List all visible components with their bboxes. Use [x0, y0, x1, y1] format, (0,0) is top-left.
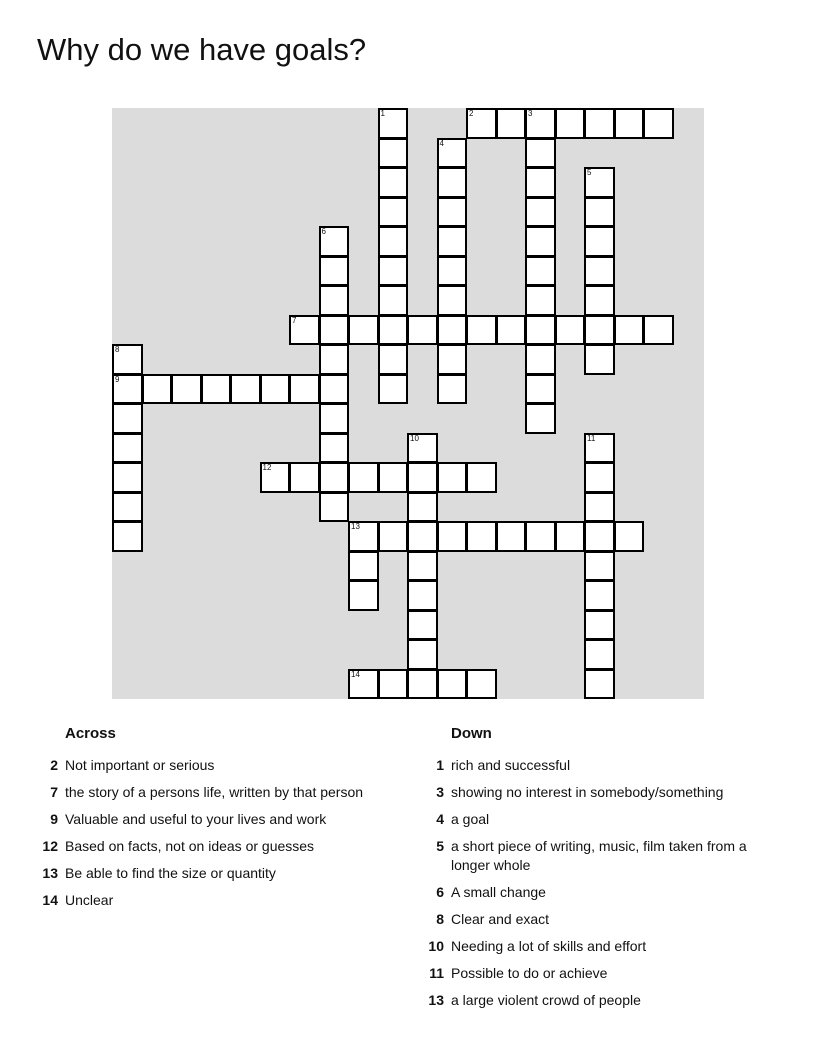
crossword-cell[interactable] [348, 462, 379, 493]
clue-number: 7 [50, 784, 58, 800]
crossword-cell[interactable] [555, 108, 586, 139]
crossword-cell[interactable] [437, 521, 468, 552]
crossword-cell[interactable] [525, 315, 556, 346]
crossword-cell[interactable] [584, 197, 615, 228]
across-clue [30, 810, 400, 829]
crossword-cell[interactable] [584, 521, 615, 552]
crossword-cell[interactable] [584, 315, 615, 346]
crossword-cell[interactable] [260, 374, 291, 405]
crossword-cell[interactable] [584, 256, 615, 287]
clue-number: 14 [351, 669, 360, 679]
crossword-cell[interactable] [378, 374, 409, 405]
crossword-cell[interactable] [112, 344, 143, 375]
across-clue-list [30, 756, 400, 910]
clue-text: Unclear [65, 892, 114, 908]
crossword-cell[interactable] [525, 374, 556, 405]
crossword-cell[interactable] [378, 315, 409, 346]
crossword-cell[interactable] [348, 521, 379, 552]
crossword-cell[interactable] [348, 551, 379, 582]
crossword-cell[interactable] [584, 344, 615, 375]
crossword-cell[interactable] [437, 315, 468, 346]
crossword-cell[interactable] [407, 551, 438, 582]
crossword-cell[interactable] [525, 138, 556, 169]
clue-text: Based on facts, not on ideas or guesses [65, 838, 315, 854]
crossword-cell[interactable] [496, 108, 527, 139]
clue-text: Valuable and useful to your lives and work [65, 811, 327, 827]
crossword-cell[interactable] [525, 403, 556, 434]
clue-number: 3 [436, 784, 444, 800]
crossword-cell[interactable] [378, 285, 409, 316]
crossword-cell[interactable] [525, 521, 556, 552]
crossword-cell[interactable] [437, 285, 468, 316]
clue-text: Be able to find the size or quantity [65, 865, 276, 881]
down-clue [416, 910, 776, 929]
crossword-cell[interactable] [437, 669, 468, 700]
crossword-cell[interactable] [614, 108, 645, 139]
crossword-cell[interactable] [584, 433, 615, 464]
crossword-cell[interactable] [407, 462, 438, 493]
crossword-cell[interactable] [437, 226, 468, 257]
crossword-cell[interactable] [378, 462, 409, 493]
clue-number: 13 [351, 522, 360, 531]
crossword-cell[interactable] [437, 344, 468, 375]
crossword-cell[interactable] [407, 580, 438, 611]
crossword-cell[interactable] [584, 167, 615, 198]
clue-text: Possible to do or achieve [451, 965, 608, 981]
clue-text: A small change [451, 884, 546, 900]
clue-text: a large violent crowd of people [451, 992, 641, 1008]
crossword-cell[interactable] [319, 403, 350, 434]
crossword-cell[interactable] [614, 315, 645, 346]
clue-number: 14 [42, 892, 58, 908]
crossword-grid [112, 108, 704, 699]
across-clue [30, 891, 400, 910]
crossword-cell[interactable] [496, 521, 527, 552]
clue-text: Not important or serious [65, 757, 215, 773]
crossword-cell[interactable] [142, 374, 173, 405]
across-clue [30, 783, 400, 802]
crossword-cell[interactable] [260, 462, 291, 493]
crossword-cell[interactable] [555, 315, 586, 346]
crossword-cell[interactable] [525, 226, 556, 257]
crossword-cell[interactable] [378, 521, 409, 552]
crossword-cell[interactable] [378, 226, 409, 257]
clue-number: 12 [262, 463, 272, 472]
down-clue [416, 964, 776, 983]
clue-number: 2 [469, 109, 474, 118]
crossword-cell[interactable] [319, 315, 350, 346]
crossword-cell[interactable] [584, 639, 615, 670]
clue-text: rich and successful [451, 757, 571, 773]
clue-number: 4 [439, 138, 444, 148]
down-clue [416, 937, 776, 956]
crossword-cell[interactable] [525, 167, 556, 198]
crossword-cell[interactable] [525, 285, 556, 316]
down-clue [416, 883, 776, 902]
clue-number: 6 [321, 227, 326, 236]
crossword-cell[interactable] [112, 433, 143, 464]
crossword-cell[interactable] [584, 492, 615, 523]
crossword-cell[interactable] [319, 374, 350, 405]
clue-text: a goal [451, 811, 490, 827]
crossword-cell[interactable] [319, 492, 350, 523]
down-heading: Down [451, 725, 492, 742]
crossword-cell[interactable] [437, 138, 468, 169]
crossword-cell[interactable] [525, 108, 556, 139]
clue-number: 12 [42, 838, 58, 854]
crossword-cell[interactable] [584, 462, 615, 493]
down-clue [416, 837, 776, 875]
crossword-cell[interactable] [319, 285, 350, 316]
crossword-cell[interactable] [407, 639, 438, 670]
clue-number: 13 [428, 992, 444, 1008]
clue-number: 5 [436, 838, 444, 854]
down-clue [416, 991, 776, 1010]
crossword-cell[interactable] [171, 374, 202, 405]
down-clues [416, 722, 776, 1018]
crossword-cell[interactable] [584, 669, 615, 700]
crossword-cell[interactable] [348, 669, 379, 700]
clue-number: 8 [115, 345, 120, 354]
down-clue [416, 810, 776, 829]
clue-number: 6 [436, 884, 444, 900]
page-title: Why do we have goals? [37, 32, 367, 67]
clue-number: 7 [292, 315, 297, 325]
crossword-cell[interactable] [525, 197, 556, 228]
crossword-cell[interactable] [584, 551, 615, 582]
crossword-cell[interactable] [584, 285, 615, 316]
clue-number: 9 [50, 811, 58, 827]
clue-number: 3 [528, 109, 533, 118]
crossword-cell[interactable] [555, 521, 586, 552]
crossword-cell[interactable] [614, 521, 645, 552]
crossword-cell[interactable] [112, 462, 143, 493]
crossword-cell[interactable] [643, 315, 674, 346]
crossword-cell[interactable] [466, 108, 497, 139]
clue-number: 9 [115, 374, 120, 384]
crossword-cell[interactable] [112, 374, 143, 405]
crossword-cell[interactable] [437, 256, 468, 287]
crossword-cell[interactable] [525, 344, 556, 375]
clue-text: Clear and exact [451, 911, 550, 927]
crossword-cell[interactable] [112, 521, 143, 552]
crossword-cell[interactable] [466, 462, 497, 493]
clue-number: 13 [42, 865, 58, 881]
clue-number: 10 [428, 938, 444, 954]
crossword-cell[interactable] [319, 344, 350, 375]
crossword-cell[interactable] [407, 669, 438, 700]
crossword-cell[interactable] [378, 669, 409, 700]
clue-text: Needing a lot of skills and effort [451, 938, 647, 954]
crossword-cell[interactable] [319, 462, 350, 493]
clue-number: 5 [587, 168, 592, 177]
down-clue [416, 756, 776, 775]
crossword-cell[interactable] [584, 610, 615, 641]
crossword-cell[interactable] [378, 138, 409, 169]
crossword-cell[interactable] [466, 669, 497, 700]
crossword-cell[interactable] [378, 344, 409, 375]
crossword-cell[interactable] [525, 256, 556, 287]
crossword-cell[interactable] [289, 315, 320, 346]
crossword-cell[interactable] [407, 315, 438, 346]
crossword-cell[interactable] [319, 256, 350, 287]
crossword-cell[interactable] [584, 226, 615, 257]
clue-text: showing no interest in somebody/something [451, 784, 724, 800]
crossword-cell[interactable] [407, 492, 438, 523]
crossword-cell[interactable] [437, 462, 468, 493]
crossword-cell[interactable] [643, 108, 674, 139]
crossword-cell[interactable] [348, 580, 379, 611]
crossword-cell[interactable] [378, 256, 409, 287]
clue-number: 4 [436, 811, 444, 827]
crossword-cell[interactable] [584, 108, 615, 139]
across-heading: Across [65, 725, 116, 742]
down-clue-list [416, 756, 776, 1010]
crossword-cell[interactable] [407, 433, 438, 464]
crossword-cell[interactable] [466, 315, 497, 346]
clue-text: the story of a persons life, written by that person [65, 784, 364, 800]
across-clue [30, 837, 400, 856]
crossword-cell[interactable] [319, 433, 350, 464]
clue-number: 8 [436, 911, 444, 927]
crossword-cell[interactable] [378, 167, 409, 198]
crossword-cell[interactable] [378, 108, 409, 139]
clue-number: 10 [410, 433, 419, 443]
clue-number: 1 [380, 109, 385, 118]
crossword-cell[interactable] [348, 315, 379, 346]
crossword-cell[interactable] [378, 197, 409, 228]
across-clue [30, 864, 400, 883]
across-clue [30, 756, 400, 775]
crossword-cell[interactable] [407, 610, 438, 641]
clue-text: a short piece of writing, music, film taken from a longer whole [451, 838, 747, 873]
crossword-cell[interactable] [112, 492, 143, 523]
clue-number: 2 [50, 757, 58, 773]
down-clue [416, 783, 776, 802]
crossword-cell[interactable] [496, 315, 527, 346]
across-clues [30, 722, 400, 918]
crossword-cell[interactable] [437, 374, 468, 405]
crossword-cell[interactable] [112, 403, 143, 434]
crossword-cell[interactable] [437, 167, 468, 198]
clue-number: 1 [436, 757, 444, 773]
crossword-cell[interactable] [466, 521, 497, 552]
crossword-cell[interactable] [201, 374, 232, 405]
clue-number: 11 [587, 433, 596, 443]
crossword-cell[interactable] [289, 374, 320, 405]
crossword-cell[interactable] [319, 226, 350, 257]
crossword-cell[interactable] [289, 462, 320, 493]
crossword-cell[interactable] [584, 580, 615, 611]
crossword-cell[interactable] [437, 197, 468, 228]
clue-number: 11 [429, 965, 444, 981]
crossword-cell[interactable] [230, 374, 261, 405]
crossword-cell[interactable] [407, 521, 438, 552]
